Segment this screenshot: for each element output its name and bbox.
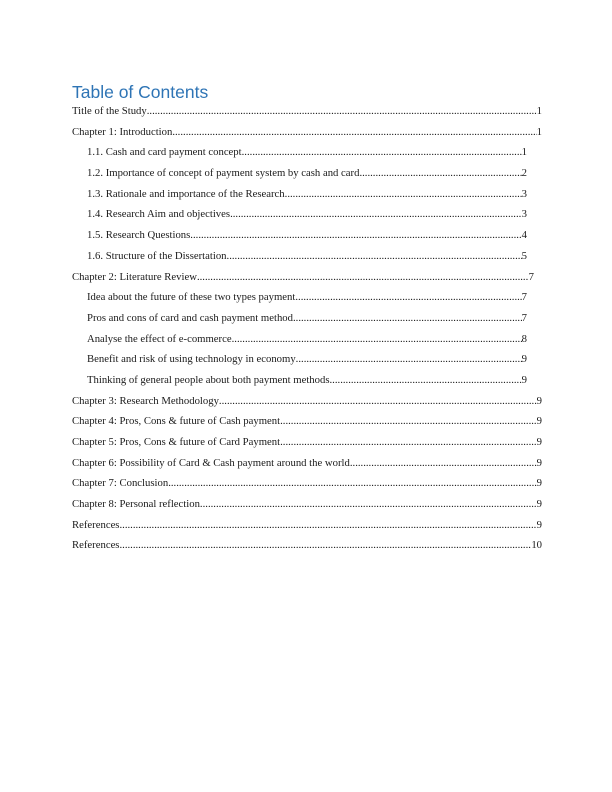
toc-page-number: 7: [528, 270, 534, 283]
toc-leader-dots: [230, 207, 522, 221]
toc-list: [72, 104, 542, 559]
toc-entry-chapter-3[interactable]: [72, 394, 542, 415]
toc-entry-1-1[interactable]: [87, 145, 527, 166]
toc-leader-dots: [119, 518, 536, 532]
toc-leader-dots: [197, 270, 529, 284]
toc-entry-pros-cons[interactable]: [87, 311, 527, 332]
toc-leader-dots: [280, 435, 537, 449]
toc-leader-dots: [359, 166, 521, 180]
toc-entry-text: Chapter 3: Research Methodology: [72, 394, 219, 407]
toc-entry-text: Thinking of general people about both payment methods: [87, 373, 330, 386]
toc-entry-text: References: [72, 539, 120, 552]
toc-entry-future-idea[interactable]: [87, 290, 527, 311]
toc-entry-chapter-7[interactable]: [72, 476, 542, 497]
toc-entry-text: Chapter 2: Literature Review: [72, 270, 197, 283]
toc-leader-dots: [293, 311, 522, 325]
toc-leader-dots: [330, 373, 522, 387]
toc-entry-text: Benefit and risk of using technology in economy: [87, 353, 296, 366]
toc-page-number: 5: [521, 249, 527, 262]
toc-heading: Table of Contents: [72, 82, 209, 102]
toc-entry-text: Chapter 7: Conclusion: [72, 477, 169, 490]
toc-entry-text: Pros and cons of card and cash payment method: [87, 311, 293, 324]
toc-entry-general-people[interactable]: [87, 373, 527, 394]
toc-entry-text: Title of the Study: [72, 105, 147, 117]
toc-page-number: 1: [521, 146, 527, 159]
toc-leader-dots: [168, 476, 536, 490]
toc-page-number: 9: [536, 498, 542, 511]
toc-leader-dots: [227, 249, 522, 263]
toc-page-number: 3: [521, 187, 527, 200]
toc-entry-text: Analyse the effect of e-commerce: [87, 332, 232, 345]
toc-entry-text: Chapter 4: Pros, Cons & future of Cash payment: [72, 415, 281, 428]
toc-leader-dots: [295, 290, 521, 304]
toc-page-number: 8: [521, 332, 527, 345]
toc-page-number: 9: [536, 436, 542, 448]
toc-entry-text: 1.1. Cash and card payment concept: [87, 146, 242, 159]
toc-entry-text: Chapter 8: Personal reflection: [72, 498, 200, 511]
toc-leader-dots: [242, 145, 522, 159]
toc-entry-chapter-1[interactable]: [72, 125, 542, 146]
toc-leader-dots: [172, 125, 536, 139]
toc-page-number: 2: [521, 167, 527, 180]
toc-leader-dots: [147, 104, 537, 118]
toc-page-number: 9: [536, 477, 542, 490]
toc-page-number: 1: [536, 125, 542, 138]
toc-page-number: 7: [521, 311, 527, 324]
toc-leader-dots: [285, 187, 522, 201]
toc-entry-text: References: [72, 518, 120, 531]
toc-entry-benefit-risk[interactable]: [87, 352, 527, 373]
toc-leader-dots: [119, 538, 531, 552]
toc-entry-1-3[interactable]: [87, 187, 527, 208]
toc-page-number: 9: [536, 456, 542, 469]
toc-leader-dots: [219, 394, 537, 408]
toc-leader-dots: [296, 352, 522, 366]
toc-page-number: 3: [521, 208, 527, 221]
toc-entry-chapter-4[interactable]: [72, 414, 542, 435]
toc-entry-text: Idea about the future of these two types payment: [87, 291, 296, 304]
toc-entry-ecommerce[interactable]: [87, 332, 527, 353]
toc-page-number: 7: [521, 291, 527, 304]
toc-entry-text: 1.6. Structure of the Dissertation: [87, 249, 227, 262]
toc-entry-references[interactable]: [72, 518, 542, 539]
toc-entry-text: 1.4. Research Aim and objectives: [87, 208, 231, 221]
toc-entry-1-5[interactable]: [87, 228, 527, 249]
toc-page-number: 9: [536, 518, 542, 531]
toc-entry-chapter-2[interactable]: [72, 270, 534, 291]
toc-entry-1-4[interactable]: [87, 207, 527, 228]
toc-page-number: 4: [521, 229, 527, 242]
toc-entry-chapter-5[interactable]: [72, 435, 542, 456]
toc-entry-chapter-8[interactable]: [72, 497, 542, 518]
toc-entry-text: 1.5. Research Questions: [87, 229, 191, 242]
toc-entry-1-6[interactable]: [87, 249, 527, 270]
toc-entry-text: Chapter 1: Introduction: [72, 125, 173, 138]
toc-page-number: 9: [536, 415, 542, 428]
toc-entry-references-2[interactable]: [72, 538, 542, 559]
toc-page-number: 9: [521, 373, 527, 386]
toc-entry-title-of-study[interactable]: [72, 104, 542, 125]
toc-page-number: 9: [521, 353, 527, 366]
toc-leader-dots: [350, 456, 537, 470]
toc-page-number: 10: [531, 539, 542, 552]
toc-entry-1-2[interactable]: [87, 166, 527, 187]
toc-leader-dots: [200, 497, 537, 511]
toc-entry-text: Chapter 5: Pros, Cons & future of Card Payment: [72, 436, 281, 448]
toc-page-number: 9: [536, 394, 542, 407]
toc-entry-chapter-6[interactable]: [72, 456, 542, 477]
toc-leader-dots: [190, 228, 521, 242]
toc-leader-dots: [280, 414, 537, 428]
toc-entry-text: 1.2. Importance of concept of payment system by cash and card: [87, 167, 360, 180]
toc-entry-text: Chapter 6: Possibility of Card & Cash payment around the world: [72, 456, 350, 469]
toc-leader-dots: [232, 332, 522, 346]
toc-entry-text: 1.3. Rationale and importance of the Research: [87, 187, 285, 200]
toc-page-number: 1: [536, 105, 542, 117]
